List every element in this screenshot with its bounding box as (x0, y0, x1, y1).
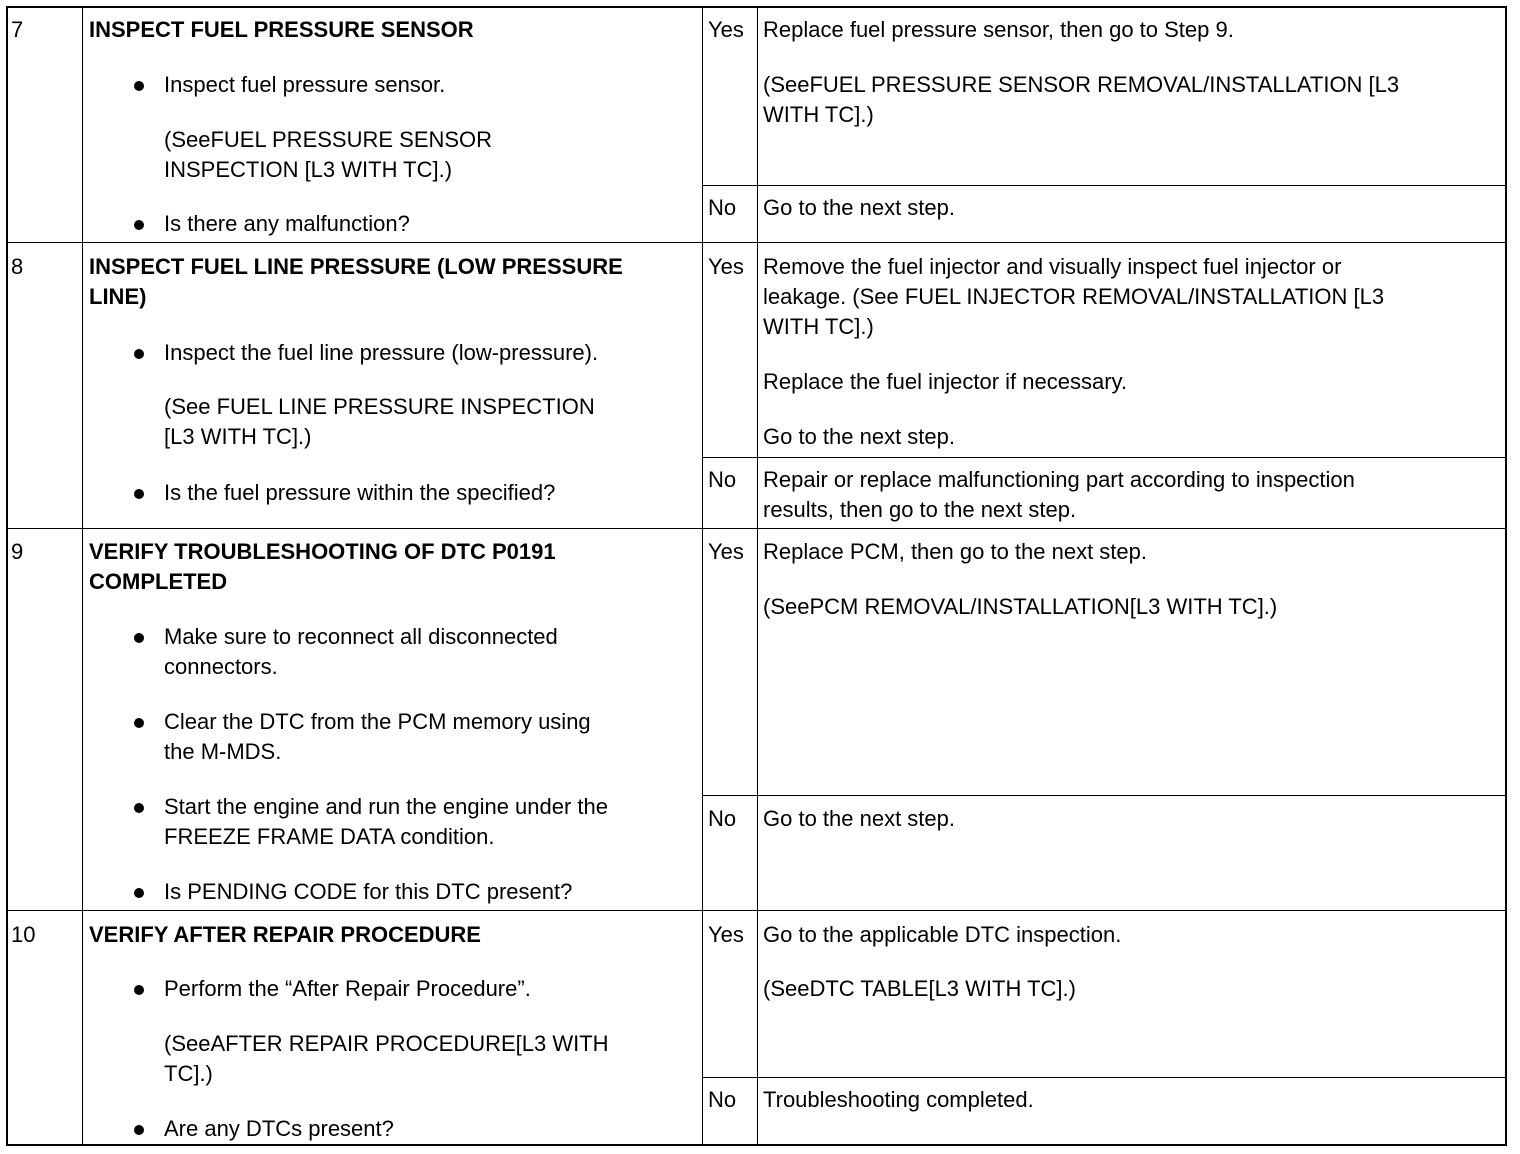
yes-action: leakage. (See FUEL INJECTOR REMOVAL/INSTALLATION [L3 (763, 284, 1385, 309)
no-action: Repair or replace malfunctioning part according to inspection (763, 467, 1355, 492)
yes-action: Replace PCM, then go to the next step. (763, 539, 1148, 564)
bullet-dot (134, 489, 144, 499)
check-item: Is the fuel pressure within the specified? (164, 480, 556, 505)
bullet-dot (134, 985, 144, 995)
yes-action: Go to the next step. (763, 424, 956, 449)
step-title: LINE) (89, 284, 147, 309)
check-item: Is there any malfunction? (164, 211, 410, 236)
bullet-dot (134, 81, 144, 91)
yes-action: (SeePCM REMOVAL/INSTALLATION[L3 WITH TC].) (763, 594, 1278, 619)
check-item: connectors. (164, 654, 278, 679)
bullet-dot (134, 888, 144, 898)
bullet-dot (134, 220, 144, 230)
reference-note: (SeeFUEL PRESSURE SENSOR (164, 127, 493, 152)
no-action: Go to the next step. (763, 806, 956, 831)
step-title: VERIFY AFTER REPAIR PROCEDURE (89, 922, 481, 947)
bullet-dot (134, 803, 144, 813)
step-title: INSPECT FUEL PRESSURE SENSOR (89, 17, 474, 42)
check-item: Are any DTCs present? (164, 1116, 394, 1141)
reference-note: TC].) (164, 1061, 213, 1086)
yes-action: Replace the fuel injector if necessary. (763, 369, 1127, 394)
check-item: Inspect fuel pressure sensor. (164, 72, 446, 97)
row-divider (8, 528, 1505, 529)
no-label: No (708, 195, 737, 220)
yes-no-divider (702, 795, 1505, 796)
troubleshooting-table (6, 6, 1507, 1146)
check-item: the M-MDS. (164, 739, 282, 764)
step-number: 7 (11, 17, 24, 42)
step-number: 8 (11, 254, 24, 279)
no-action: Troubleshooting completed. (763, 1087, 1034, 1112)
yes-label: Yes (708, 539, 744, 564)
yes-action: (SeeFUEL PRESSURE SENSOR REMOVAL/INSTALLATION [L3 (763, 72, 1400, 97)
no-label: No (708, 467, 737, 492)
check-item: Perform the “After Repair Procedure”. (164, 976, 531, 1001)
yes-no-divider (702, 185, 1505, 186)
yes-no-divider (702, 1077, 1505, 1078)
check-item: Is PENDING CODE for this DTC present? (164, 879, 573, 904)
step-number: 9 (11, 539, 24, 564)
bullet-dot (134, 718, 144, 728)
check-item: Make sure to reconnect all disconnected (164, 624, 558, 649)
reference-note: (See FUEL LINE PRESSURE INSPECTION (164, 394, 595, 419)
yes-action: Go to the applicable DTC inspection. (763, 922, 1122, 947)
reference-note: (SeeAFTER REPAIR PROCEDURE[L3 WITH (164, 1031, 609, 1056)
bullet-dot (134, 349, 144, 359)
column-divider (702, 8, 703, 1144)
check-item: Start the engine and run the engine under the (164, 794, 609, 819)
yes-action: Remove the fuel injector and visually inspect fuel injector or (763, 254, 1342, 279)
check-item: FREEZE FRAME DATA condition. (164, 824, 495, 849)
no-action: Go to the next step. (763, 195, 956, 220)
yes-label: Yes (708, 922, 744, 947)
no-label: No (708, 1087, 737, 1112)
step-title: INSPECT FUEL LINE PRESSURE (LOW PRESSURE (89, 254, 623, 279)
yes-action: (SeeDTC TABLE[L3 WITH TC].) (763, 976, 1076, 1001)
yes-action: WITH TC].) (763, 314, 874, 339)
step-title: VERIFY TROUBLESHOOTING OF DTC P0191 (89, 539, 556, 564)
no-label: No (708, 806, 737, 831)
column-divider (82, 8, 83, 1144)
row-divider (8, 910, 1505, 911)
no-action: results, then go to the next step. (763, 497, 1077, 522)
step-title: COMPLETED (89, 569, 228, 594)
bullet-dot (134, 1125, 144, 1135)
row-divider (8, 242, 1505, 243)
column-divider (757, 8, 758, 1144)
reference-note: [L3 WITH TC].) (164, 424, 312, 449)
check-item: Clear the DTC from the PCM memory using (164, 709, 591, 734)
yes-label: Yes (708, 17, 744, 42)
bullet-dot (134, 633, 144, 643)
reference-note: INSPECTION [L3 WITH TC].) (164, 157, 453, 182)
yes-action: Replace fuel pressure sensor, then go to Step 9. (763, 17, 1234, 42)
yes-action: WITH TC].) (763, 102, 874, 127)
yes-label: Yes (708, 254, 744, 279)
step-number: 10 (11, 922, 36, 947)
yes-no-divider (702, 457, 1505, 458)
check-item: Inspect the fuel line pressure (low-pressure). (164, 340, 599, 365)
